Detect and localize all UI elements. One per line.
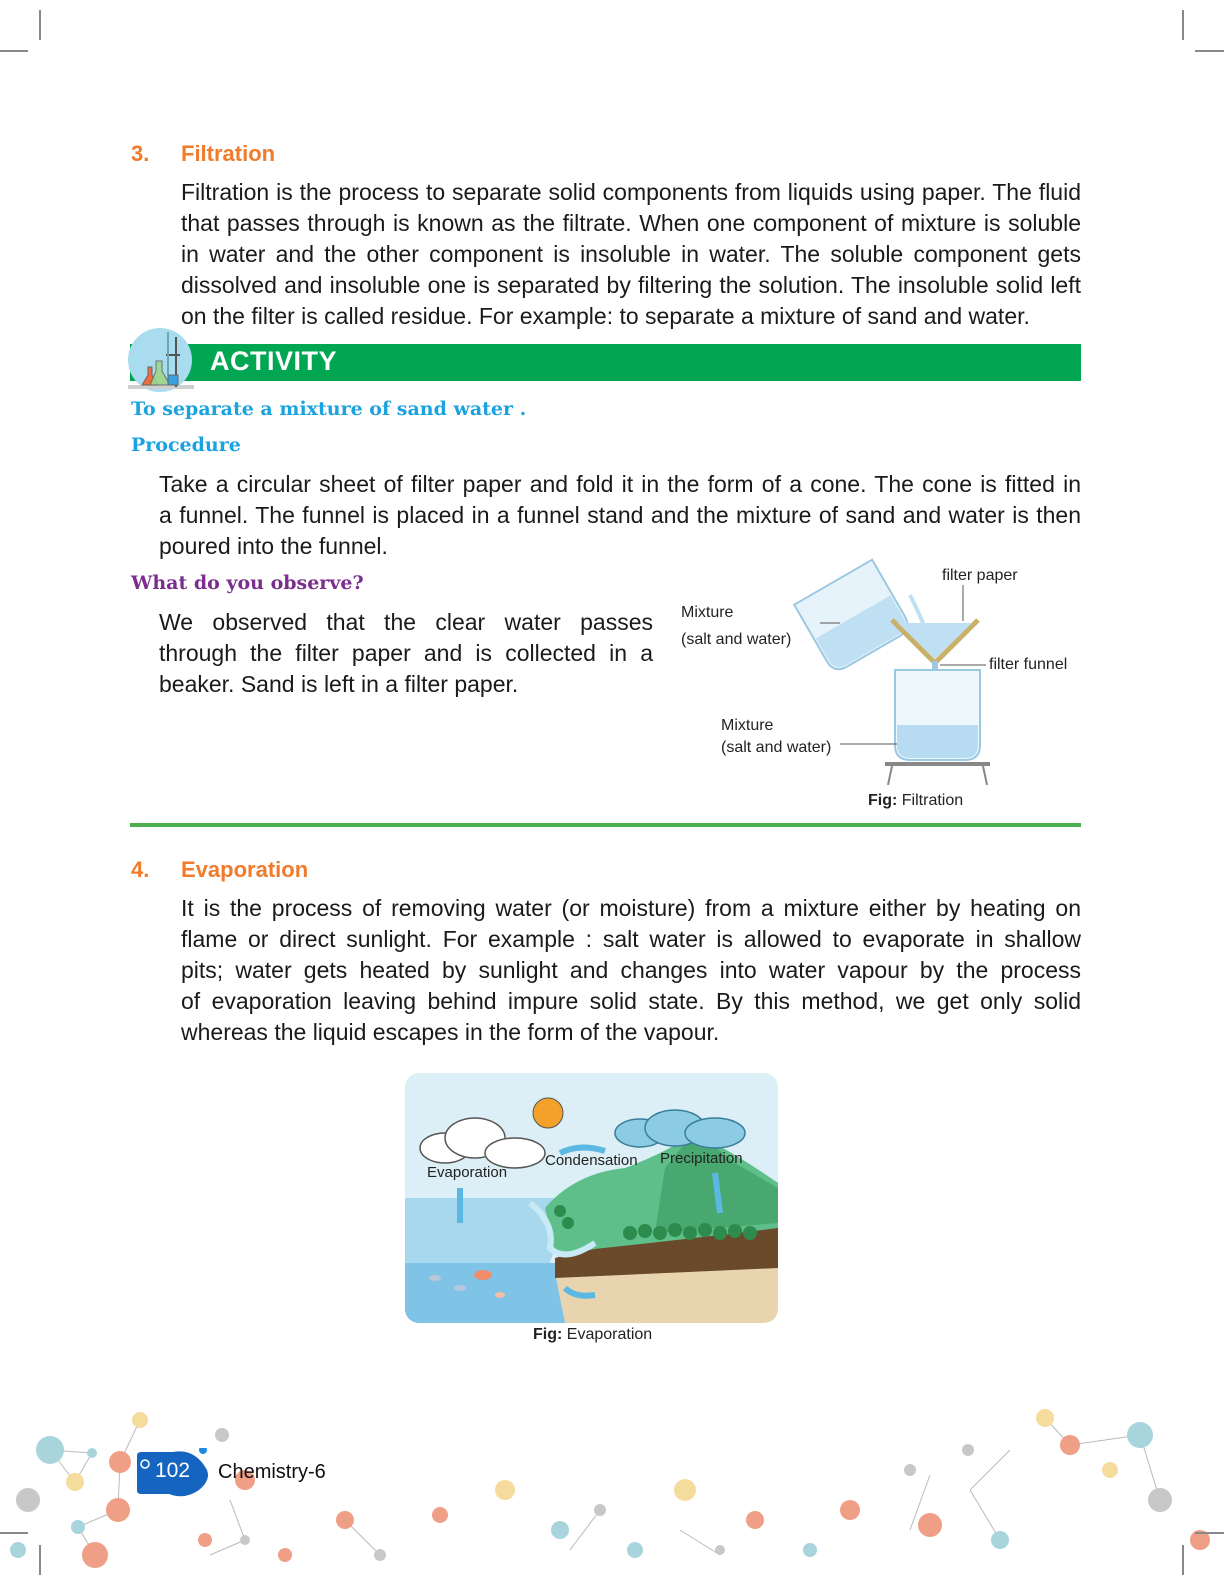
text-line: poured into the funnel. bbox=[159, 533, 388, 559]
section-divider bbox=[130, 823, 1081, 827]
caption-prefix: Fig: bbox=[868, 792, 898, 809]
book-title: Chemistry-6 bbox=[218, 1461, 326, 1483]
label-filter-funnel: filter funnel bbox=[989, 656, 1068, 673]
text-line: of evaporation leaving behind impure solid state. By this method, we get only solid bbox=[181, 988, 1081, 1014]
text-line: on the filter is called residue. For example: to separate a mixture of sand and water. bbox=[181, 303, 1030, 329]
text-line: pits; water gets heated by sunlight and changes into water vapour by the process bbox=[181, 957, 1081, 983]
evaporation-caption bbox=[533, 1326, 652, 1344]
observe-paragraph bbox=[159, 607, 653, 700]
section-number: 4. bbox=[131, 857, 150, 882]
page-number: 102 bbox=[155, 1459, 191, 1482]
text-line: We observed that the clear water passes bbox=[159, 609, 653, 635]
crop-mark bbox=[1182, 10, 1184, 40]
caption-text: Evaporation bbox=[566, 1326, 653, 1343]
crop-mark bbox=[1195, 50, 1224, 52]
text-line: dissolved and insoluble one is separated by filtering the solution. The insoluble solid left bbox=[181, 272, 1081, 298]
text-line: beaker. Sand is left in a filter paper. bbox=[159, 671, 519, 697]
text-line: whereas the liquid escapes in the form of the vapour. bbox=[181, 1019, 720, 1045]
filtration-paragraph bbox=[181, 177, 1081, 332]
text-line: a funnel. The funnel is placed in a funnel stand and the mixture of sand and water is then bbox=[159, 502, 1081, 528]
crop-mark bbox=[1195, 1532, 1224, 1534]
procedure-heading: Procedure bbox=[131, 434, 241, 456]
evaporation-paragraph bbox=[181, 893, 1081, 1048]
text-line: It is the process of removing water (or moisture) from a mixture either by heating on bbox=[181, 895, 1081, 921]
crop-mark bbox=[0, 1532, 28, 1534]
section-title-filtration: Filtration bbox=[181, 141, 276, 166]
crop-mark bbox=[39, 10, 41, 40]
label-evaporation: Evaporation bbox=[427, 1164, 508, 1181]
crop-mark bbox=[0, 50, 28, 52]
section-number: 3. bbox=[131, 141, 150, 166]
text-line: that passes through is known as the filtrate. When one component of mixture is soluble bbox=[181, 210, 1081, 236]
text-line: flame or direct sunlight. For example : salt water is allowed to evaporate in shallow bbox=[181, 926, 1081, 952]
label-mixture-top: Mixture bbox=[681, 604, 734, 621]
label-mixture-bottom-sub: (salt and water) bbox=[721, 739, 832, 756]
observe-heading: What do you observe? bbox=[131, 572, 364, 594]
text-line: Filtration is the process to separate solid components from liquids using paper. The fluid bbox=[181, 179, 1081, 205]
crop-mark bbox=[39, 1545, 41, 1575]
filtration-caption bbox=[868, 792, 963, 810]
water-cycle-diagram bbox=[405, 1073, 778, 1323]
activity-label: ACTIVITY bbox=[210, 346, 338, 376]
procedure-paragraph bbox=[159, 469, 1081, 562]
caption-text: Filtration bbox=[901, 792, 964, 809]
lab-apparatus-icon bbox=[126, 327, 196, 393]
text-line: in water and the other component is insoluble in water. The soluble component gets bbox=[181, 241, 1081, 267]
label-filter-paper: filter paper bbox=[942, 567, 1018, 584]
label-mixture-bottom: Mixture bbox=[721, 717, 774, 734]
caption-prefix: Fig: bbox=[533, 1326, 563, 1343]
label-precipitation: Precipitation bbox=[660, 1150, 743, 1167]
text-line: through the filter paper and is collected in a bbox=[159, 640, 653, 666]
activity-aim: To separate a mixture of sand water . bbox=[131, 398, 527, 420]
text-line: Take a circular sheet of filter paper and fold it in the form of a cone. The cone is fitted in bbox=[159, 471, 1081, 497]
label-mixture-top-sub: (salt and water) bbox=[681, 631, 792, 648]
section-title-evaporation: Evaporation bbox=[181, 857, 309, 882]
label-condensation: Condensation bbox=[545, 1152, 638, 1169]
crop-mark bbox=[1182, 1545, 1184, 1575]
